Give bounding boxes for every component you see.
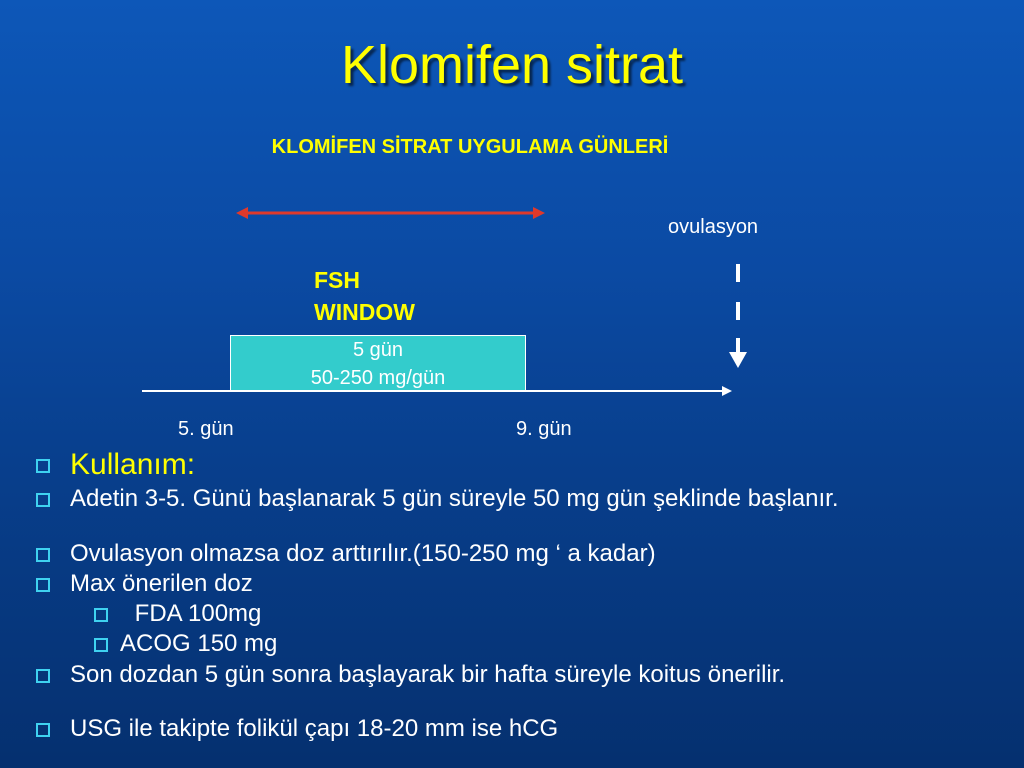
day-end-label: 9. gün: [516, 418, 572, 440]
square-bullet-icon: [94, 638, 108, 652]
fsh-window-label: [314, 264, 415, 328]
bullet-text: Max önerilen doz: [70, 570, 253, 597]
sub-bullet-item: [94, 601, 728, 627]
sub-bullet-item: [94, 631, 720, 657]
dose-amount: 50-250 mg/gün: [310, 367, 446, 389]
fsh-label-line2: WINDOW: [314, 299, 415, 325]
fsh-window-arrow: [236, 207, 545, 219]
bullet-item: [36, 541, 980, 567]
fsh-label-line1: FSH: [314, 267, 360, 293]
square-bullet-icon: [36, 669, 50, 683]
bullet-item: [36, 662, 980, 688]
bullet-heading: [36, 448, 980, 482]
diagram-subtitle: KLOMİFEN SİTRAT UYGULAMA GÜNLERİ: [271, 136, 669, 158]
heading-text: Kullanım:: [70, 448, 196, 481]
bullet-text: Son dozdan 5 gün sonra başlayarak bir hafta süreyle koitus önerilir.: [70, 661, 786, 688]
square-bullet-icon: [94, 608, 108, 622]
bullet-text: Adetin 3-5. Günü başlanarak 5 gün süreyle 50 mg gün şeklinde başlanır.: [70, 485, 839, 512]
sub-bullet-text: FDA 100mg: [128, 600, 262, 627]
ovulation-label: ovulasyon: [668, 216, 759, 238]
dose-duration: 5 gün: [352, 339, 404, 361]
square-bullet-icon: [36, 723, 50, 737]
bullet-text: USG ile takipte folikül çapı 18-20 mm ise hCG: [70, 715, 559, 742]
bullet-text: Ovulasyon olmazsa doz arttırılır.(150-250 mg ‘ a kadar): [70, 540, 656, 567]
dose-box: [230, 335, 526, 391]
bullet-item: [36, 716, 980, 742]
square-bullet-icon: [36, 459, 50, 473]
day-start-label: 5. gün: [178, 418, 234, 440]
square-bullet-icon: [36, 548, 50, 562]
slide-title: Klomifen sitrat: [340, 35, 684, 95]
square-bullet-icon: [36, 493, 50, 507]
bullet-item: [36, 571, 980, 597]
bullet-item: [36, 486, 980, 512]
square-bullet-icon: [36, 578, 50, 592]
ovulation-arrow: [729, 264, 747, 368]
sub-bullet-text: ACOG 150 mg: [120, 630, 278, 657]
